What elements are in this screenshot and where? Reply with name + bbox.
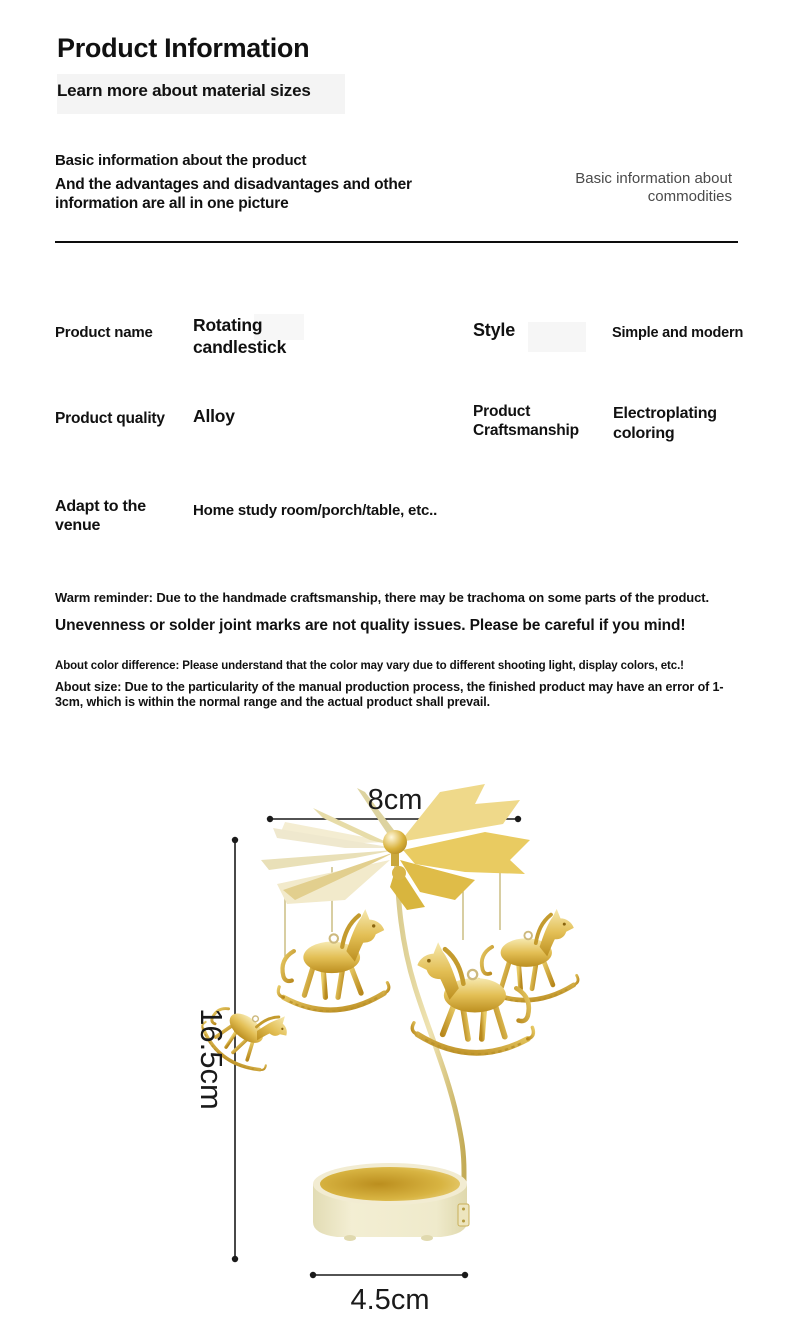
- intro-side-note: Basic information about commodities: [575, 170, 732, 205]
- tealight-cup: [313, 1163, 467, 1241]
- notice-warm-reminder: Warm reminder: Due to the handmade craftsmanship, there may be trachoma on some parts of the product.: [55, 590, 709, 605]
- dim-base-width-label: 4.5cm: [350, 1284, 430, 1316]
- page-subtitle: Learn more about material sizes: [57, 81, 311, 100]
- shade-style-cell: [528, 322, 586, 352]
- spec-label-craftsmanship: Product Craftsmanship: [473, 403, 579, 439]
- spec-label-venue: Adapt to the venue: [55, 498, 146, 535]
- product-figure: [185, 772, 605, 1332]
- dimension-line-base: [310, 1272, 468, 1278]
- spec-label-quality: Product quality: [55, 410, 165, 427]
- spec-value-style: Simple and modern: [612, 325, 744, 341]
- notice-color-difference: About color difference: Please understand that the color may vary due to different shooting light, display colors, etc.!: [55, 660, 684, 672]
- spec-value-quality: Alloy: [193, 406, 235, 426]
- intro-subheading: And the advantages and disadvantages and other information are all in one picture: [55, 176, 412, 212]
- carousel-candlestick-illustration: [185, 772, 605, 1332]
- spec-value-craftsmanship: Electroplating coloring: [613, 405, 717, 442]
- hub-knob: [392, 866, 406, 880]
- dim-top-width-label: 8cm: [367, 784, 423, 816]
- finial-ball-icon: [383, 830, 407, 854]
- page-title: Product Information: [57, 33, 310, 63]
- hub-stem: [391, 852, 399, 866]
- intro-heading: Basic information about the product: [55, 152, 307, 169]
- section-divider: [55, 241, 738, 243]
- spec-label-style: Style: [473, 320, 516, 340]
- spec-value-product-name: Rotating candlestick: [193, 315, 287, 357]
- spec-value-venue: Home study room/porch/table, etc..: [193, 502, 438, 519]
- dim-height-label: 16.5cm: [194, 1008, 229, 1110]
- notice-quality: Unevenness or solder joint marks are not quality issues. Please be careful if you mind!: [55, 617, 686, 634]
- notice-size: About size: Due to the particularity of the manual production process, the finished product may have an error of 1-3cm, which is within the normal range and the actual product shall prevail.: [55, 680, 724, 709]
- spec-label-product-name: Product name: [55, 324, 153, 341]
